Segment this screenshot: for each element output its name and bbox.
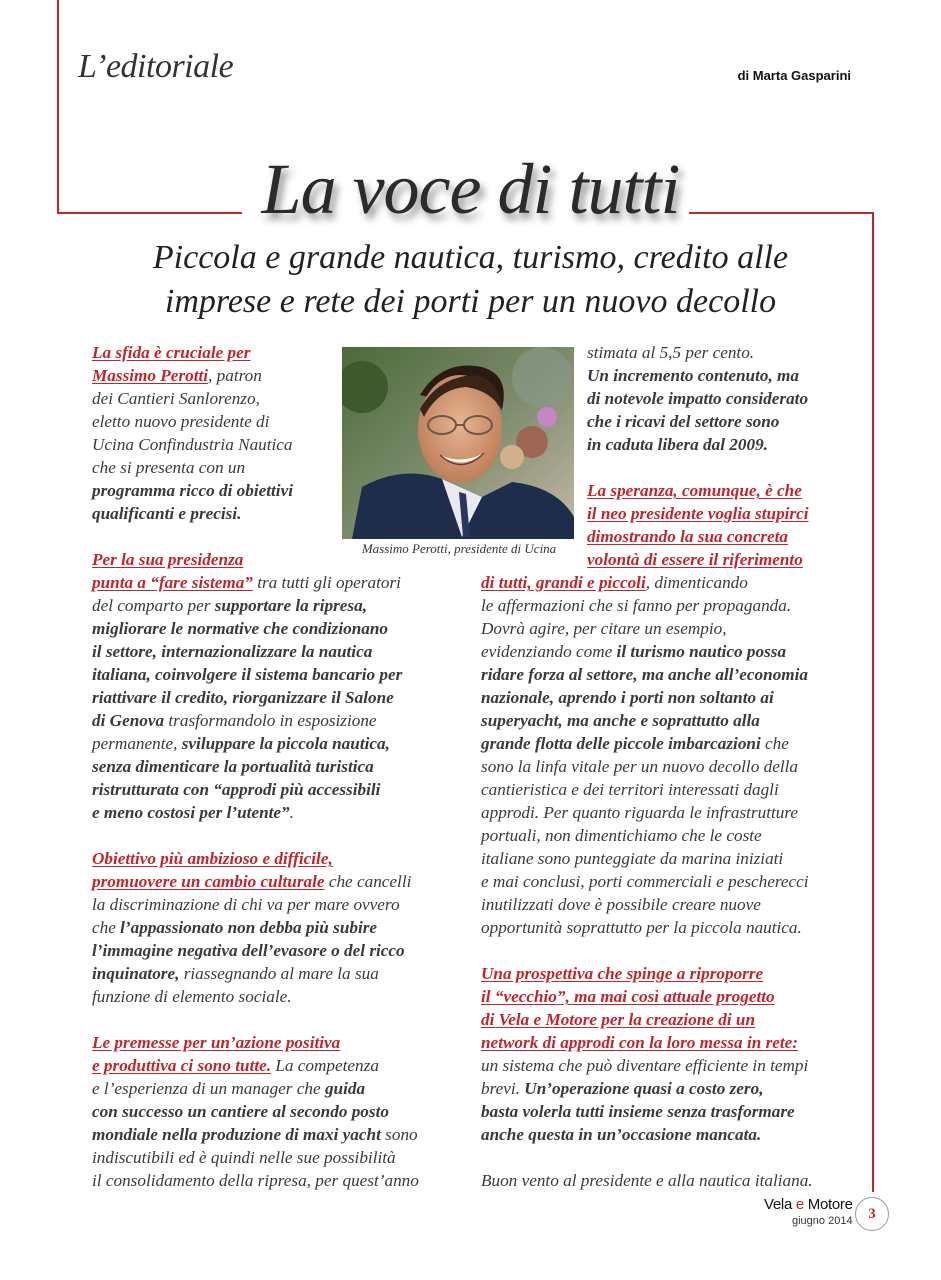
text-line [481,1100,813,1123]
body-text: che cancelli [324,872,412,891]
bold-text: superyacht, ma anche e soprattutto alla [481,711,760,730]
text-line [92,732,419,755]
highlight-text: La speranza, comunque, è che [587,481,802,500]
text-line [92,571,419,594]
text-line [92,870,419,893]
body-text: un sistema che può diventare efficiente in tempi [481,1056,809,1075]
bold-text: di Genova [92,711,165,730]
bold-text: supportare la ripresa, [214,596,368,615]
text-line [481,893,813,916]
bold-text: l’appassionato non debba più subire [120,918,378,937]
text-line [481,1008,813,1031]
highlight-text: Obiettivo più ambizioso e difficile, [92,849,333,868]
text-line [92,1123,419,1146]
bold-text: il settore, internazionalizzare la nautica [92,642,373,661]
body-text: e l’esperienza di un manager che [92,1079,325,1098]
bold-text: ristrutturata con “approdi più accessibili [92,780,381,799]
text-line [481,709,813,732]
text-line [92,686,419,709]
body-text: Buon vento al presidente e alla nautica italiana. [481,1171,813,1190]
body-text: del comparto per [92,596,215,615]
text-line [92,939,419,962]
bold-text: inquinatore, [92,964,180,983]
text-line [481,916,813,939]
highlight-text: promuovere un cambio culturale [92,872,325,891]
text-line [481,847,813,870]
text-line [481,617,813,640]
body-text: trasformandolo in esposizione [164,711,377,730]
bold-text: l’immagine negativa dell’evasore o del ricco [92,941,405,960]
text-line [481,870,813,893]
bold-text: mondiale nella produzione di maxi yacht [92,1125,381,1144]
body-text: Ucina Confindustria Nautica [92,435,293,454]
text-line [587,525,809,548]
text-line [481,1077,813,1100]
body-text: cantieristica e dei territori interessati dagli [481,780,779,799]
text-line [481,1169,813,1192]
body-text: , patron [208,366,262,385]
text-line [92,456,419,479]
text-line [92,364,419,387]
bold-text: grande flotta delle piccole imbarcazioni [481,734,761,753]
text-line [92,893,419,916]
body-text: che si presenta con un [92,458,246,477]
text-line [92,985,419,1008]
frame-line-right-vertical [872,212,874,1192]
bold-text: ridare forza al settore, ma anche all’economia [481,665,809,684]
bold-text: riattivare il credito, riorganizzare il Salone [92,688,394,707]
body-text: italiane sono punteggiate da marina iniziati [481,849,784,868]
text-line [481,1123,813,1146]
article-subtitle: Piccola e grande nautica, turismo, credito alle imprese e rete dei porti per un nuovo decollo [152,239,789,320]
text-line [92,709,419,732]
body-text: inutilizzati dove è possibile creare nuove [481,895,761,914]
text-line [481,1031,813,1054]
text-line [92,617,419,640]
bold-text: guida [324,1079,366,1098]
body-text: funzione di elemento sociale. [92,987,292,1006]
text-line [92,479,419,502]
highlight-text: Le premesse per un’azione positiva [92,1033,341,1052]
body-text: portuali, non dimentichiamo che le coste [481,826,762,845]
bold-text: di notevole impatto considerato [587,389,809,408]
highlight-text: Una prospettiva che spinge a riproporre [481,964,764,983]
body-text: sono la linfa vitale per un nuovo decollo della [481,757,798,776]
body-text: dei Cantieri Sanlorenzo, [92,389,260,408]
text-line [481,755,813,778]
highlight-text: Massimo Perotti [92,366,209,385]
text-line [92,916,419,939]
text-line [587,364,809,387]
text-line [92,663,419,686]
highlight-text: di tutti, grandi e piccoli [481,573,646,592]
text-line [481,801,813,824]
byline: di Marta Gasparini [737,68,851,83]
text-line [481,663,813,686]
text-line [92,594,419,617]
bold-text: con successo un cantiere al secondo posto [92,1102,389,1121]
bold-text: il turismo nautico possa [616,642,787,661]
text-line [92,801,419,824]
paragraph-gap [481,1146,813,1169]
bold-text: basta volerla tutti insieme senza trasformare [481,1102,795,1121]
body-text: il consolidamento della ripresa, per quest’anno [92,1171,419,1190]
issue-date: giugno 2014 [792,1215,853,1227]
text-line [92,1146,419,1169]
highlight-text: di Vela e Motore per la creazione di un [481,1010,756,1029]
photo-caption: Massimo Perotti, presidente di Ucina [361,541,557,556]
body-text: e mai conclusi, porti commerciali e pescherecci [481,872,809,891]
body-text: brevi. [481,1079,525,1098]
highlight-text: La sfida è cruciale per [92,343,251,362]
body-text: evidenziando come [481,642,617,661]
bold-text: qualificanti e precisi. [92,504,242,523]
column-right-top [587,341,809,571]
body-text: Dovrà agire, per citare un esempio, [481,619,727,638]
body-text: le affermazioni che si fanno per propaganda. [481,596,792,615]
highlight-text: il “vecchio”, ma mai così attuale progetto [481,987,775,1006]
text-line [587,502,809,525]
bold-text: Un’operazione quasi a costo zero, [524,1079,764,1098]
body-text: riassegnando al mare la sua [179,964,379,983]
body-text: che [760,734,789,753]
text-line [92,1077,419,1100]
body-text: sono [380,1125,418,1144]
paragraph-gap [481,939,813,962]
text-line [92,962,419,985]
text-line [481,824,813,847]
highlight-text: il neo presidente voglia stupirci [587,504,809,523]
text-line [481,732,813,755]
highlight-text: punta a “fare sistema” [92,573,253,592]
body-text: permanente, [92,734,182,753]
text-line [481,594,813,617]
text-line [92,387,419,410]
text-line [92,847,419,870]
body-text: , dimenticando [645,573,748,592]
text-line [481,962,813,985]
section-label: L’editoriale [78,48,234,85]
magazine-name: Vela e Motore [764,1196,853,1213]
text-line [92,433,419,456]
text-line [587,410,809,433]
bold-text: Un incremento contenuto, ma [587,366,799,385]
text-line [92,755,419,778]
text-line [92,1100,419,1123]
bold-text: sviluppare la piccola nautica, [181,734,390,753]
bold-text: in caduta libera dal 2009. [587,435,768,454]
body-text: che [92,918,121,937]
paragraph-gap [587,456,809,479]
highlight-text: volontà di essere il riferimento [587,550,803,569]
column-right-bottom [481,571,813,1192]
text-line [481,985,813,1008]
bold-text: e meno costosi per l’utente” [92,803,290,822]
paragraph-gap [92,1008,419,1031]
text-line [481,640,813,663]
body-text: . [289,803,294,822]
text-line [92,640,419,663]
body-text: tra tutti gli operatori [252,573,401,592]
body-text: indiscutibili ed è quindi nelle sue possibilità [92,1148,396,1167]
bold-text: programma ricco di obiettivi [92,481,293,500]
bold-text: migliorare le normative che condizionano [92,619,389,638]
text-line [92,502,419,525]
text-line [481,686,813,709]
body-text: approdi. Per quanto riguarda le infrastrutture [481,803,799,822]
body-text: eletto nuovo presidente di [92,412,270,431]
text-line [481,571,813,594]
body-text: la discriminazione di chi va per mare ovvero [92,895,400,914]
column-left [92,341,419,1192]
text-line [92,1054,419,1077]
body-text: opportunità soprattutto per la piccola nautica. [481,918,802,937]
text-line [92,548,419,571]
highlight-text: e produttiva ci sono tutte. [92,1056,272,1075]
bold-text: senza dimenticare la portualità turistica [92,757,374,776]
text-line [92,410,419,433]
text-line [92,1169,419,1192]
page-number: 3 [855,1197,889,1231]
text-line [92,778,419,801]
article-title: La voce di tutti [0,148,941,231]
text-line [587,341,809,364]
bold-text: che i ricavi del settore sono [587,412,780,431]
text-line [587,479,809,502]
highlight-text: dimostrando la sua concreta [587,527,789,546]
text-line [587,433,809,456]
highlight-text: Per la sua presidenza [92,550,244,569]
paragraph-gap [92,824,419,847]
text-line [92,341,419,364]
highlight-text: network di approdi con la loro messa in rete: [481,1033,799,1052]
bold-text: anche questa in un’occasione mancata. [481,1125,762,1144]
bold-text: nazionale, aprendo i porti non soltanto ai [481,688,774,707]
body-text: stimata al 5,5 per cento. [587,343,755,362]
text-line [92,1031,419,1054]
body-text: La competenza [271,1056,379,1075]
bold-text: italiana, coinvolgere il sistema bancario per [92,665,403,684]
paragraph-gap [92,525,419,548]
text-line [481,1054,813,1077]
text-line [587,548,809,571]
text-line [587,387,809,410]
text-line [481,778,813,801]
